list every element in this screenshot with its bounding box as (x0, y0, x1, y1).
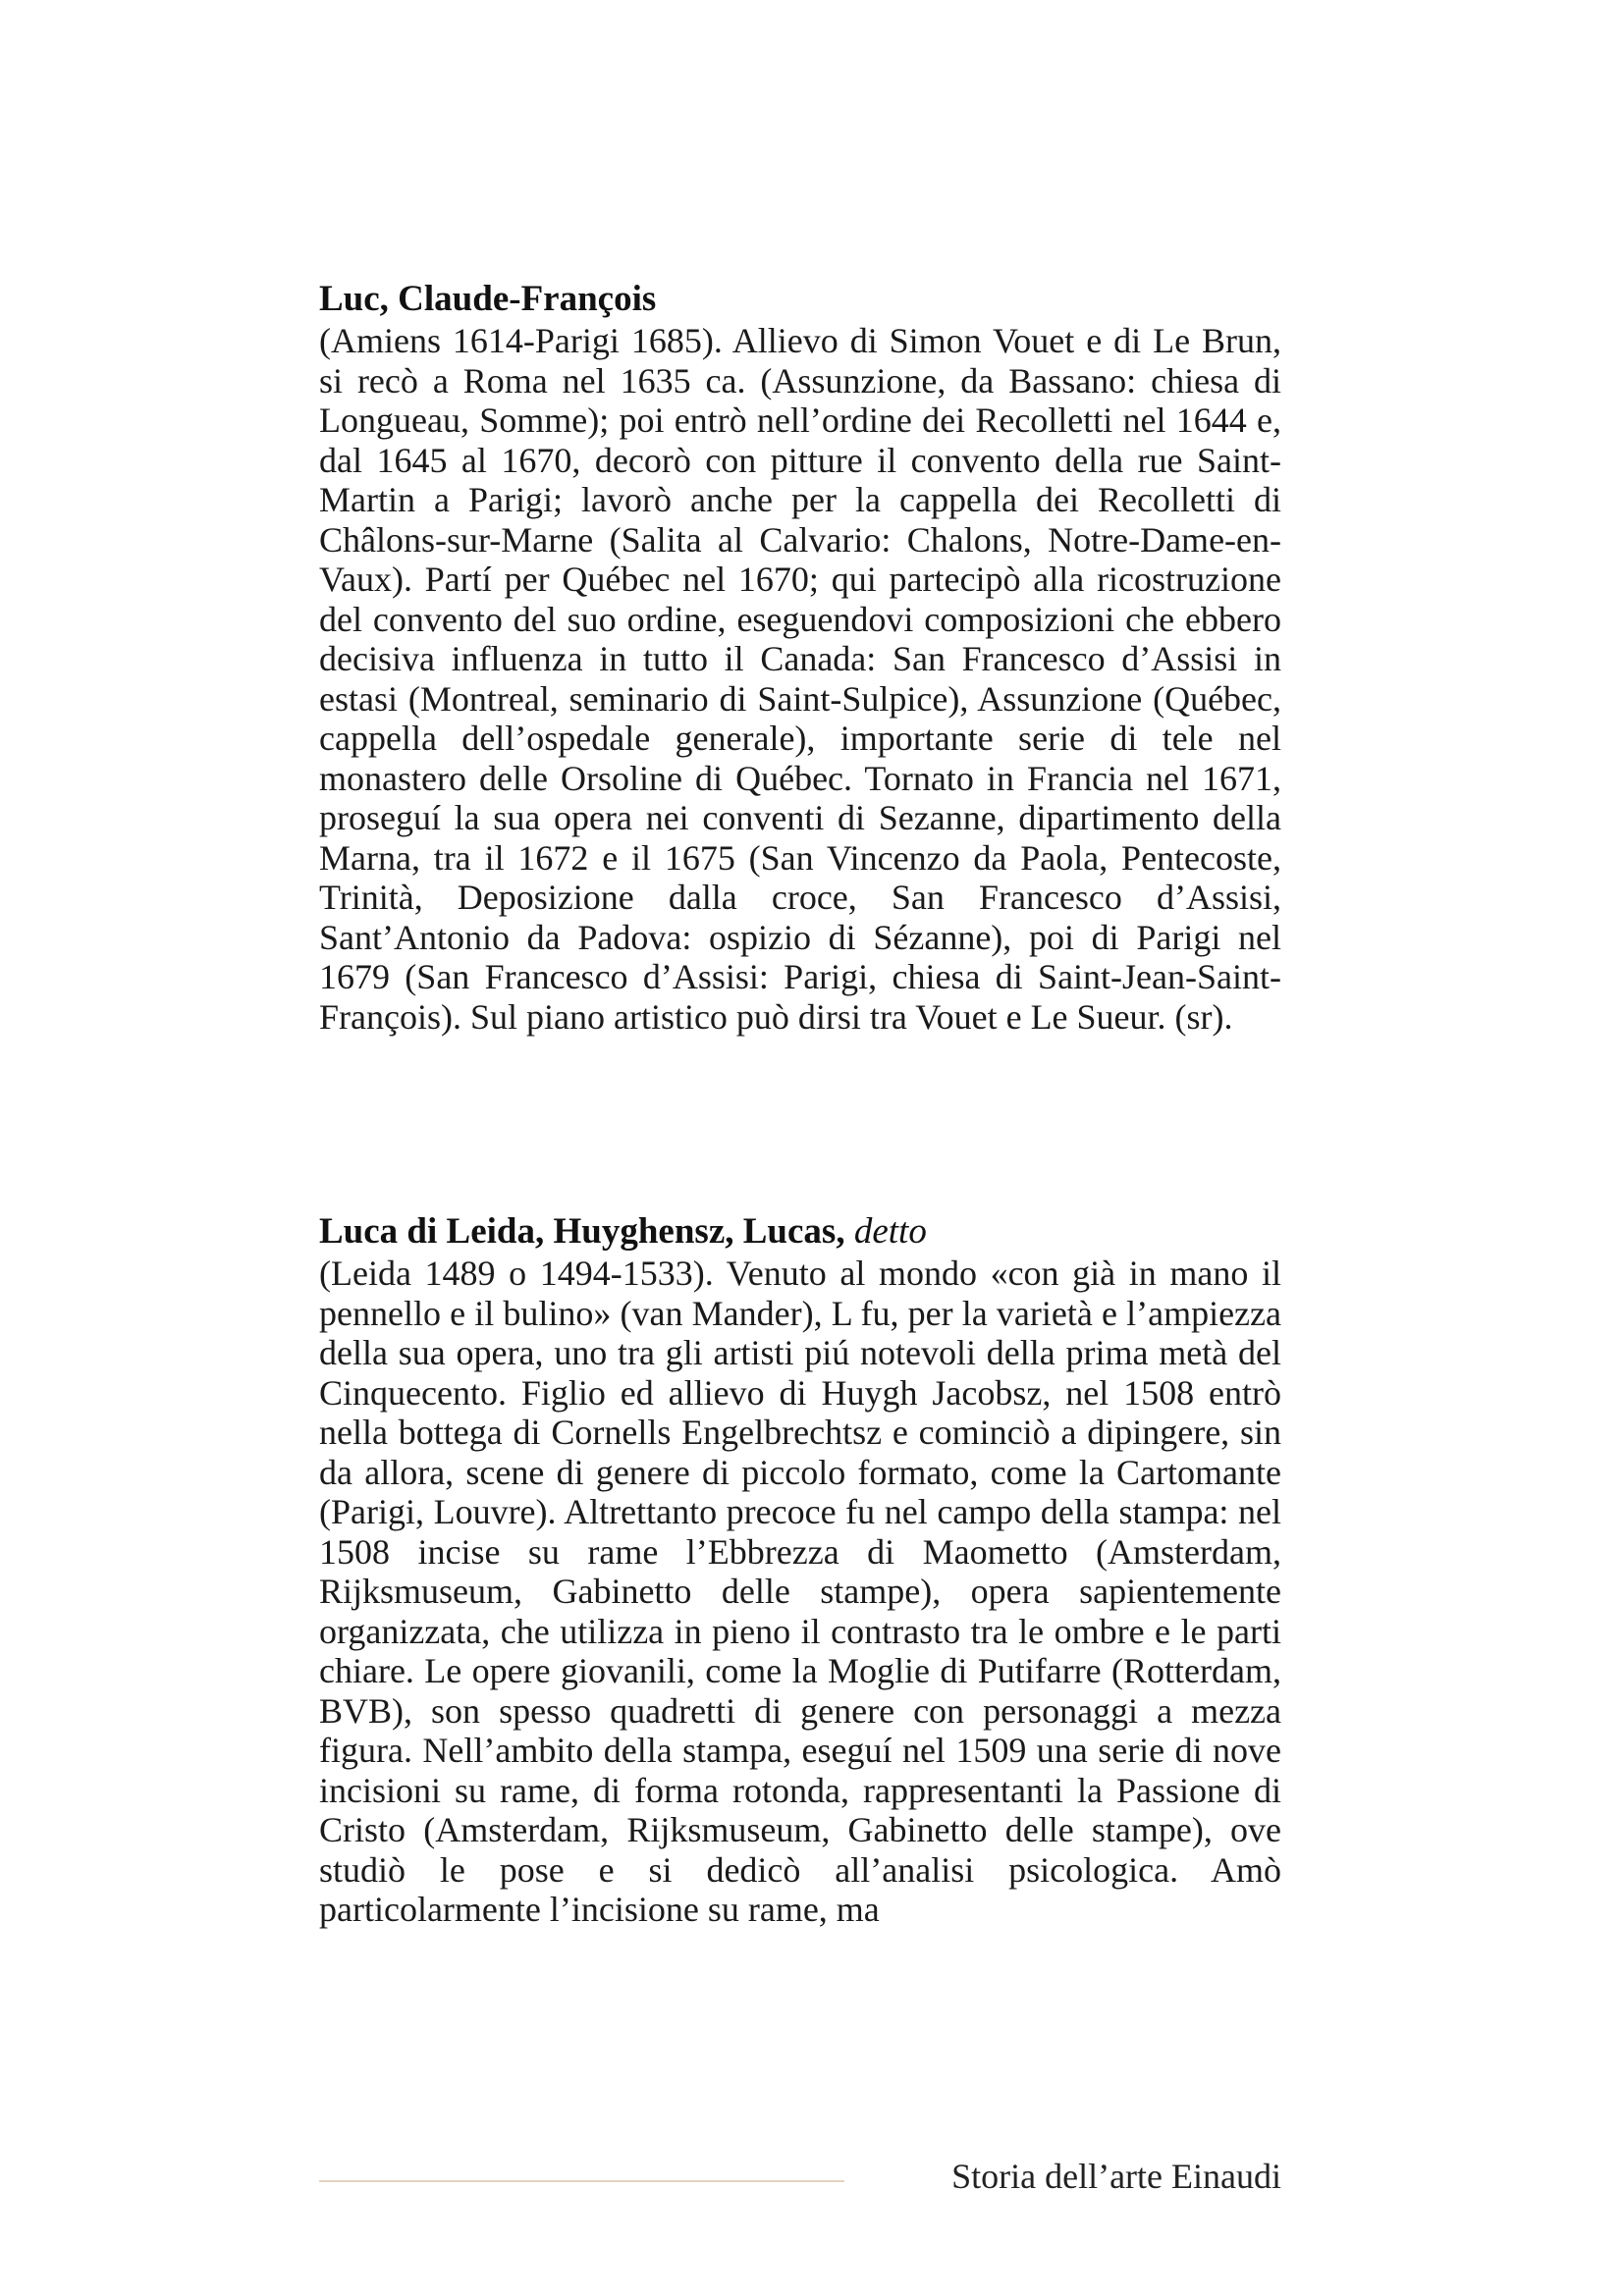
entry-heading-text: Luc, Claude-François (319, 279, 657, 319)
footer-rule (319, 2180, 844, 2182)
entry-body: (Leida 1489 o 1494-1533). Venuto al mondo «con già in mano il pennello e il bulino» (van Mander), L fu, per la varietà e l’ampiezza della sua opera, uno tra gli artisti piú notevoli della prima metà del Cinquecento. Figlio ed allievo di Huygh Jacobsz, nel 1508 entrò nella bottega di Cornells Engelbrechtsz e cominciò a dipingere, sin da allora, scene di genere di piccolo formato, come la Cartomante (Parigi, Louvre). Altrettanto precoce fu nel campo della stampa: nel 1508 incise su rame l’Ebbrezza di Maometto (Amsterdam, Rijksmuseum, Gabinetto delle stampe), opera sapientemente organizzata, che utilizza in pieno il contrasto tra le ombre e le parti chiare. Le opere giovanili, come la Moglie di Putifarre (Rotterdam, BVB), son spesso quadretti di genere con personaggi a mezza figura. Nell’ambito della stampa, eseguí nel 1509 una serie di nove incisioni su rame, di forma rotonda, rappresentanti la Passione di Cristo (Amsterdam, Rijksmuseum, Gabinetto delle stampe), ove studiò le pose e si dedicò all’analisi psicologica. Amò particolarmente l’incisione su rame, ma (319, 1254, 1281, 1929)
entry-luc-claude-francois (319, 278, 1281, 1037)
entry-heading (319, 1210, 1281, 1254)
entry-heading-italic: detto (853, 1211, 927, 1252)
footer-publisher: Storia dell’arte Einaudi (951, 2157, 1281, 2196)
entry-heading (319, 278, 1281, 321)
entry-luca-di-leida (319, 1210, 1281, 1930)
entry-body: (Amiens 1614-Parigi 1685). Allievo di Simon Vouet e di Le Brun, si recò a Roma nel 1635 ca. (Assunzione, da Bassano: chiesa di Longueau, Somme); poi entrò nell’ordine dei Recolletti nel 1644 e, dal 1645 al 1670, decorò con pitture il convento della rue Saint-Martin a Parigi; lavorò anche per la cappella dei Recolletti di Châlons-sur-Marne (Salita al Calvario: Chalons, Notre-Dame-en-Vaux). Partí per Québec nel 1670; qui partecipò alla ricostruzione del convento del suo ordine, eseguendovi composizioni che ebbero decisiva influenza in tutto il Canada: San Francesco d’Assisi in estasi (Montreal, seminario di Saint-Sulpice), Assunzione (Québec, cappella dell’ospedale generale), importante serie di tele nel monastero delle Orsoline di Québec. Tornato in Francia nel 1671, proseguí la sua opera nei conventi di Sezanne, dipartimento della Marna, tra il 1672 e il 1675 (San Vincenzo da Paola, Pentecoste, Trinità, Deposizione dalla croce, San Francesco d’Assisi, Sant’Antonio da Padova: ospizio di Sézanne), poi di Parigi nel 1679 (San Francesco d’Assisi: Parigi, chiesa di Saint-Jean-Saint-François). Sul piano artistico può dirsi tra Vouet e Le Sueur. (sr). (319, 321, 1281, 1037)
entry-heading-text: Luca di Leida, Huyghensz, Lucas, (319, 1211, 845, 1252)
